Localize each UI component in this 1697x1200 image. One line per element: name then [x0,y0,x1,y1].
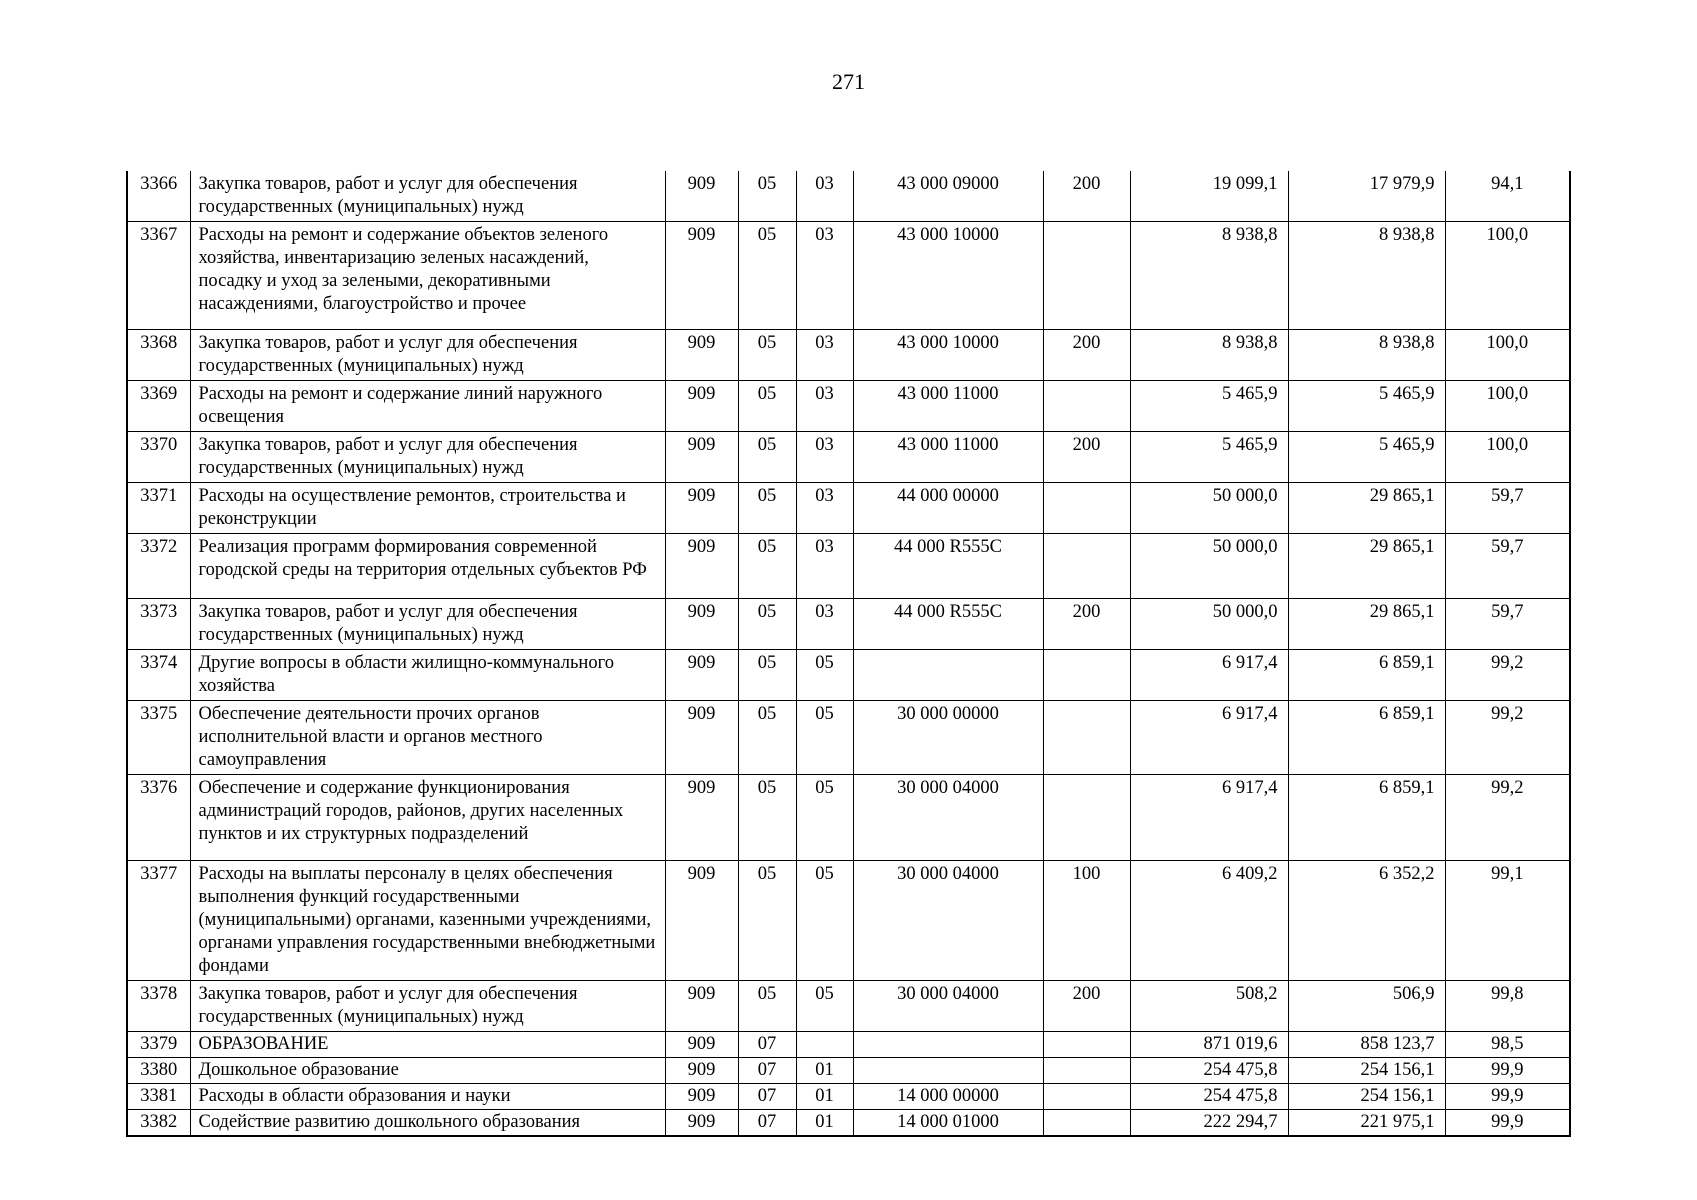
actual-amount-cell: 254 156,1 [1288,1084,1445,1110]
table-row [127,599,1570,650]
target-article-cell: 44 000 R555C [853,534,1043,599]
expense-type-cell [1043,701,1130,775]
subsection-code-cell: 03 [796,381,853,432]
planned-amount-cell: 5 465,9 [1130,432,1288,483]
item-name-cell: Закупка товаров, работ и услуг для обеспечения государственных (муниципальных) нужд [190,432,665,483]
table-row [127,381,1570,432]
subsection-code-cell: 03 [796,222,853,330]
section-code-cell: 05 [738,432,796,483]
expense-type-cell [1043,1110,1130,1137]
section-code-cell: 07 [738,1058,796,1084]
target-article-cell [853,1058,1043,1084]
row-number-cell: 3368 [127,330,190,381]
planned-amount-cell: 222 294,7 [1130,1110,1288,1137]
target-article-cell: 14 000 00000 [853,1084,1043,1110]
subsection-code-cell: 03 [796,599,853,650]
page-number: 271 [832,69,865,94]
subsection-code-cell: 01 [796,1110,853,1137]
actual-amount-cell: 8 938,8 [1288,330,1445,381]
row-number-cell: 3376 [127,775,190,861]
item-name-cell: Реализация программ формирования современной городской среды на территория отдельных субъектов РФ [190,534,665,599]
row-number-cell: 3373 [127,599,190,650]
department-code-cell: 909 [665,330,738,381]
section-code-cell: 05 [738,861,796,981]
subsection-code-cell: 03 [796,330,853,381]
department-code-cell: 909 [665,1058,738,1084]
subsection-code-cell: 01 [796,1058,853,1084]
item-name-cell: Обеспечение и содержание функционирования администраций городов, районов, других населенных пунктов и их структурных подразделений [190,775,665,861]
item-name-cell: Закупка товаров, работ и услуг для обеспечения государственных (муниципальных) нужд [190,981,665,1032]
row-number-cell: 3378 [127,981,190,1032]
percent-cell: 99,8 [1445,981,1570,1032]
section-code-cell: 05 [738,650,796,701]
section-code-cell: 05 [738,330,796,381]
target-article-cell: 44 000 00000 [853,483,1043,534]
table-row [127,534,1570,599]
planned-amount-cell: 6 917,4 [1130,701,1288,775]
item-name-cell: Дошкольное образование [190,1058,665,1084]
item-name-cell: Другие вопросы в области жилищно-коммунального хозяйства [190,650,665,701]
table-row [127,981,1570,1032]
row-number-cell: 3382 [127,1110,190,1137]
department-code-cell: 909 [665,381,738,432]
department-code-cell: 909 [665,599,738,650]
table-row [127,701,1570,775]
table-body [127,171,1570,1136]
actual-amount-cell: 6 352,2 [1288,861,1445,981]
actual-amount-cell: 6 859,1 [1288,775,1445,861]
target-article-cell: 43 000 11000 [853,432,1043,483]
target-article-cell [853,650,1043,701]
subsection-code-cell: 05 [796,701,853,775]
expense-type-cell [1043,650,1130,701]
planned-amount-cell: 508,2 [1130,981,1288,1032]
section-code-cell: 05 [738,981,796,1032]
row-number-cell: 3370 [127,432,190,483]
table-row [127,650,1570,701]
item-name-cell: Закупка товаров, работ и услуг для обеспечения государственных (муниципальных) нужд [190,171,665,222]
percent-cell: 100,0 [1445,381,1570,432]
table-row [127,1032,1570,1058]
section-code-cell: 05 [738,483,796,534]
row-number-cell: 3377 [127,861,190,981]
actual-amount-cell: 5 465,9 [1288,381,1445,432]
expense-type-cell: 200 [1043,981,1130,1032]
table-row [127,171,1570,222]
department-code-cell: 909 [665,1084,738,1110]
item-name-cell: Расходы на ремонт и содержание объектов зеленого хозяйства, инвентаризацию зеленых насаждений, посадку и уход за зелеными, декоративными насаждениями, благоустройство и прочее [190,222,665,330]
actual-amount-cell: 5 465,9 [1288,432,1445,483]
subsection-code-cell: 01 [796,1084,853,1110]
item-name-cell: Расходы на осуществление ремонтов, строительства и реконструкции [190,483,665,534]
table-row [127,1084,1570,1110]
target-article-cell: 30 000 04000 [853,861,1043,981]
subsection-code-cell: 03 [796,171,853,222]
section-code-cell: 05 [738,701,796,775]
actual-amount-cell: 506,9 [1288,981,1445,1032]
percent-cell: 94,1 [1445,171,1570,222]
subsection-code-cell: 05 [796,861,853,981]
item-name-cell: Закупка товаров, работ и услуг для обеспечения государственных (муниципальных) нужд [190,599,665,650]
item-name-cell: Обеспечение деятельности прочих органов исполнительной власти и органов местного самоуправления [190,701,665,775]
percent-cell: 100,0 [1445,222,1570,330]
table-row [127,330,1570,381]
budget-table [126,171,1571,1137]
section-code-cell: 05 [738,775,796,861]
actual-amount-cell: 17 979,9 [1288,171,1445,222]
table-row [127,775,1570,861]
expense-type-cell: 200 [1043,599,1130,650]
target-article-cell: 30 000 04000 [853,775,1043,861]
percent-cell: 99,2 [1445,701,1570,775]
subsection-code-cell: 03 [796,432,853,483]
percent-cell: 99,9 [1445,1058,1570,1084]
item-name-cell: ОБРАЗОВАНИЕ [190,1032,665,1058]
expense-type-cell [1043,381,1130,432]
table-row [127,1058,1570,1084]
department-code-cell: 909 [665,650,738,701]
actual-amount-cell: 858 123,7 [1288,1032,1445,1058]
expense-type-cell [1043,1084,1130,1110]
subsection-code-cell: 05 [796,981,853,1032]
actual-amount-cell: 6 859,1 [1288,701,1445,775]
planned-amount-cell: 8 938,8 [1130,330,1288,381]
item-name-cell: Содействие развитию дошкольного образования [190,1110,665,1137]
percent-cell: 99,9 [1445,1110,1570,1137]
table-row [127,222,1570,330]
section-code-cell: 05 [738,171,796,222]
target-article-cell: 44 000 R555C [853,599,1043,650]
department-code-cell: 909 [665,483,738,534]
section-code-cell: 05 [738,222,796,330]
target-article-cell: 43 000 10000 [853,222,1043,330]
expense-type-cell [1043,775,1130,861]
department-code-cell: 909 [665,775,738,861]
department-code-cell: 909 [665,861,738,981]
table-row [127,1110,1570,1137]
department-code-cell: 909 [665,981,738,1032]
row-number-cell: 3374 [127,650,190,701]
target-article-cell: 43 000 09000 [853,171,1043,222]
table-row [127,432,1570,483]
item-name-cell: Расходы на ремонт и содержание линий наружного освещения [190,381,665,432]
target-article-cell: 43 000 10000 [853,330,1043,381]
planned-amount-cell: 6 917,4 [1130,650,1288,701]
section-code-cell: 07 [738,1032,796,1058]
expense-type-cell: 200 [1043,171,1130,222]
department-code-cell: 909 [665,222,738,330]
row-number-cell: 3372 [127,534,190,599]
actual-amount-cell: 29 865,1 [1288,599,1445,650]
table-row [127,483,1570,534]
row-number-cell: 3379 [127,1032,190,1058]
subsection-code-cell: 03 [796,534,853,599]
planned-amount-cell: 5 465,9 [1130,381,1288,432]
percent-cell: 99,1 [1445,861,1570,981]
percent-cell: 100,0 [1445,432,1570,483]
expense-type-cell: 200 [1043,330,1130,381]
percent-cell: 100,0 [1445,330,1570,381]
target-article-cell [853,1032,1043,1058]
department-code-cell: 909 [665,1110,738,1137]
section-code-cell: 05 [738,381,796,432]
actual-amount-cell: 254 156,1 [1288,1058,1445,1084]
target-article-cell: 43 000 11000 [853,381,1043,432]
planned-amount-cell: 254 475,8 [1130,1058,1288,1084]
planned-amount-cell: 50 000,0 [1130,534,1288,599]
item-name-cell: Расходы в области образования и науки [190,1084,665,1110]
item-name-cell: Закупка товаров, работ и услуг для обеспечения государственных (муниципальных) нужд [190,330,665,381]
target-article-cell: 30 000 04000 [853,981,1043,1032]
percent-cell: 98,5 [1445,1032,1570,1058]
planned-amount-cell: 8 938,8 [1130,222,1288,330]
percent-cell: 59,7 [1445,599,1570,650]
expense-type-cell [1043,1058,1130,1084]
row-number-cell: 3366 [127,171,190,222]
row-number-cell: 3369 [127,381,190,432]
expense-type-cell [1043,483,1130,534]
row-number-cell: 3381 [127,1084,190,1110]
percent-cell: 99,2 [1445,650,1570,701]
department-code-cell: 909 [665,534,738,599]
actual-amount-cell: 6 859,1 [1288,650,1445,701]
planned-amount-cell: 6 409,2 [1130,861,1288,981]
subsection-code-cell: 05 [796,775,853,861]
expense-type-cell [1043,1032,1130,1058]
row-number-cell: 3375 [127,701,190,775]
planned-amount-cell: 6 917,4 [1130,775,1288,861]
department-code-cell: 909 [665,432,738,483]
section-code-cell: 05 [738,599,796,650]
department-code-cell: 909 [665,701,738,775]
percent-cell: 99,2 [1445,775,1570,861]
table-row [127,861,1570,981]
section-code-cell: 05 [738,534,796,599]
target-article-cell: 14 000 01000 [853,1110,1043,1137]
actual-amount-cell: 29 865,1 [1288,483,1445,534]
subsection-code-cell [796,1032,853,1058]
target-article-cell: 30 000 00000 [853,701,1043,775]
subsection-code-cell: 03 [796,483,853,534]
percent-cell: 59,7 [1445,534,1570,599]
item-name-cell: Расходы на выплаты персоналу в целях обеспечения выполнения функций государственными (муниципальными) органами, казенными учреждениями, органами управления государственными внебюджетными фондами [190,861,665,981]
planned-amount-cell: 19 099,1 [1130,171,1288,222]
department-code-cell: 909 [665,1032,738,1058]
planned-amount-cell: 871 019,6 [1130,1032,1288,1058]
percent-cell: 99,9 [1445,1084,1570,1110]
row-number-cell: 3380 [127,1058,190,1084]
actual-amount-cell: 221 975,1 [1288,1110,1445,1137]
department-code-cell: 909 [665,171,738,222]
actual-amount-cell: 8 938,8 [1288,222,1445,330]
planned-amount-cell: 254 475,8 [1130,1084,1288,1110]
actual-amount-cell: 29 865,1 [1288,534,1445,599]
section-code-cell: 07 [738,1110,796,1137]
subsection-code-cell: 05 [796,650,853,701]
row-number-cell: 3371 [127,483,190,534]
percent-cell: 59,7 [1445,483,1570,534]
section-code-cell: 07 [738,1084,796,1110]
planned-amount-cell: 50 000,0 [1130,483,1288,534]
expense-type-cell: 100 [1043,861,1130,981]
planned-amount-cell: 50 000,0 [1130,599,1288,650]
expense-type-cell: 200 [1043,432,1130,483]
expense-type-cell [1043,534,1130,599]
expense-type-cell [1043,222,1130,330]
row-number-cell: 3367 [127,222,190,330]
